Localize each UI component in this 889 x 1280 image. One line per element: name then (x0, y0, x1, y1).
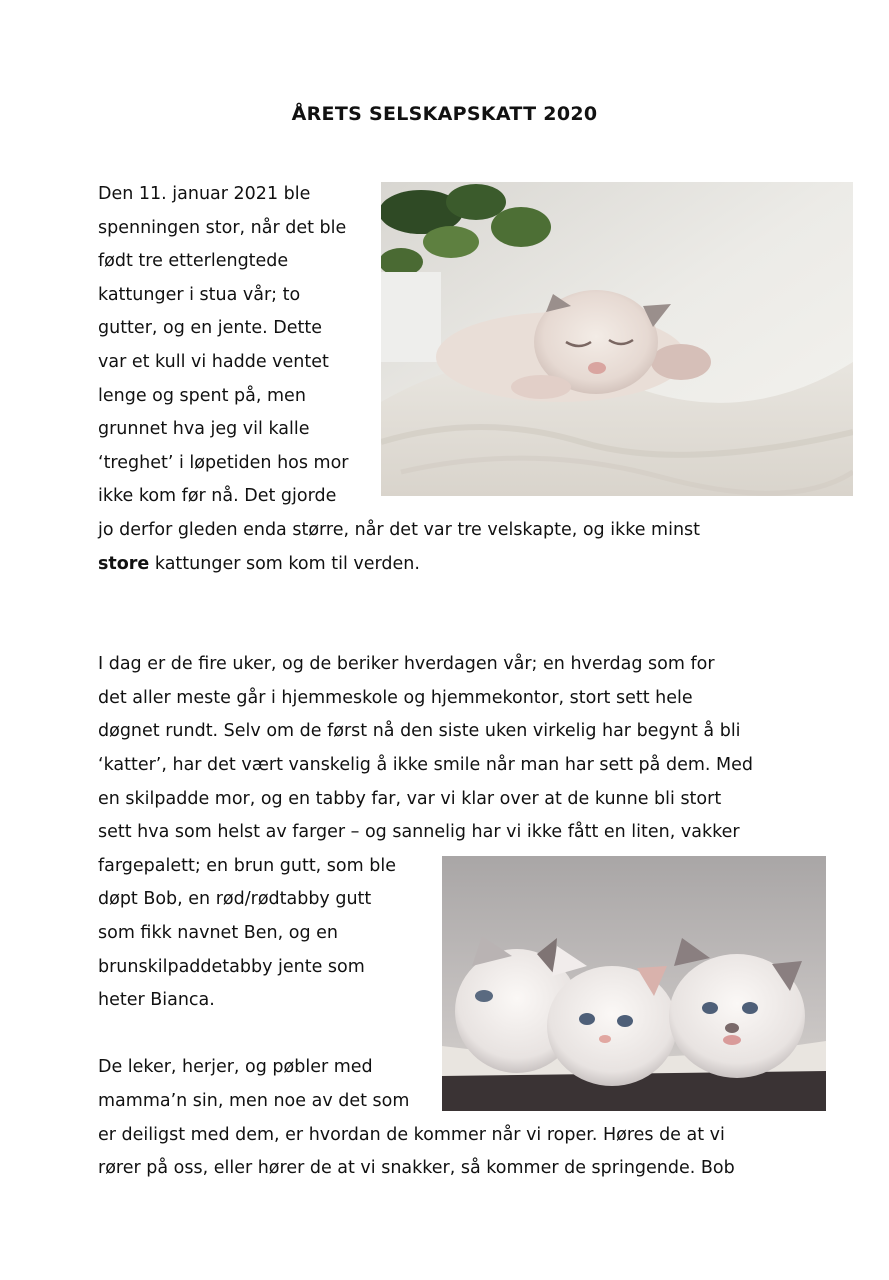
text-line: gutter, og en jente. Dette (98, 318, 323, 338)
text-line: som fikk navnet Ben, og en (98, 923, 338, 943)
text-line: brunskilpaddetabby jente som (98, 957, 365, 977)
text-line: grunnet hva jeg vil kalle (98, 419, 310, 439)
text-line: døgnet rundt. Selv om de først nå den siste uken virkelig har begynt å bli (98, 721, 741, 741)
text-line: I dag er de fire uker, og de beriker hverdagen vår; en hverdag som for (98, 654, 715, 674)
text-line: var et kull vi hadde ventet (98, 352, 329, 372)
kitten-photo (381, 182, 853, 496)
text-line: spenningen stor, når det ble (98, 218, 347, 238)
text-line: en skilpadde mor, og en tabby far, var vi klar over at de kunne bli stort (98, 789, 722, 809)
text-line (98, 552, 420, 576)
text-line: De leker, herjer, og pøbler med (98, 1057, 373, 1077)
text-line: jo derfor gleden enda større, når det var tre velskapte, og ikke minst (98, 520, 701, 540)
text-span: kattunger som kom til verden. (149, 554, 420, 574)
bold-word: store (98, 554, 150, 574)
text-line: rører på oss, eller hører de at vi snakker, så kommer de springende. Bob (98, 1158, 735, 1178)
text-line: kattunger i stua vår; to (98, 285, 301, 305)
text-line: det aller meste går i hjemmeskole og hjemmekontor, stort sett hele (98, 688, 693, 708)
text-line: sett hva som helst av farger – og sannelig har vi ikke fått en liten, vakker (98, 822, 740, 842)
text-line: ‘treghet’ i løpetiden hos mor (98, 453, 349, 473)
text-line: ‘katter’, har det vært vanskelig å ikke smile når man har sett på dem. Med (98, 755, 753, 775)
text-line: ikke kom før nå. Det gjorde (98, 486, 337, 506)
text-line: fargepalett; en brun gutt, som ble (98, 856, 396, 876)
text-line: lenge og spent på, men (98, 386, 306, 406)
text-line: er deiligst med dem, er hvordan de kommer når vi roper. Høres de at vi (98, 1125, 725, 1145)
text-line: Den 11. januar 2021 ble (98, 184, 311, 204)
text-line: født tre etterlengtede (98, 251, 289, 271)
text-line: mamma’n sin, men noe av det som (98, 1091, 410, 1111)
text-line: heter Bianca. (98, 990, 215, 1010)
three-kittens-photo (442, 856, 826, 1111)
text-line: døpt Bob, en rød/rødtabby gutt (98, 889, 372, 909)
page-title: ÅRETS SELSKAPSKATT 2020 (291, 103, 598, 125)
